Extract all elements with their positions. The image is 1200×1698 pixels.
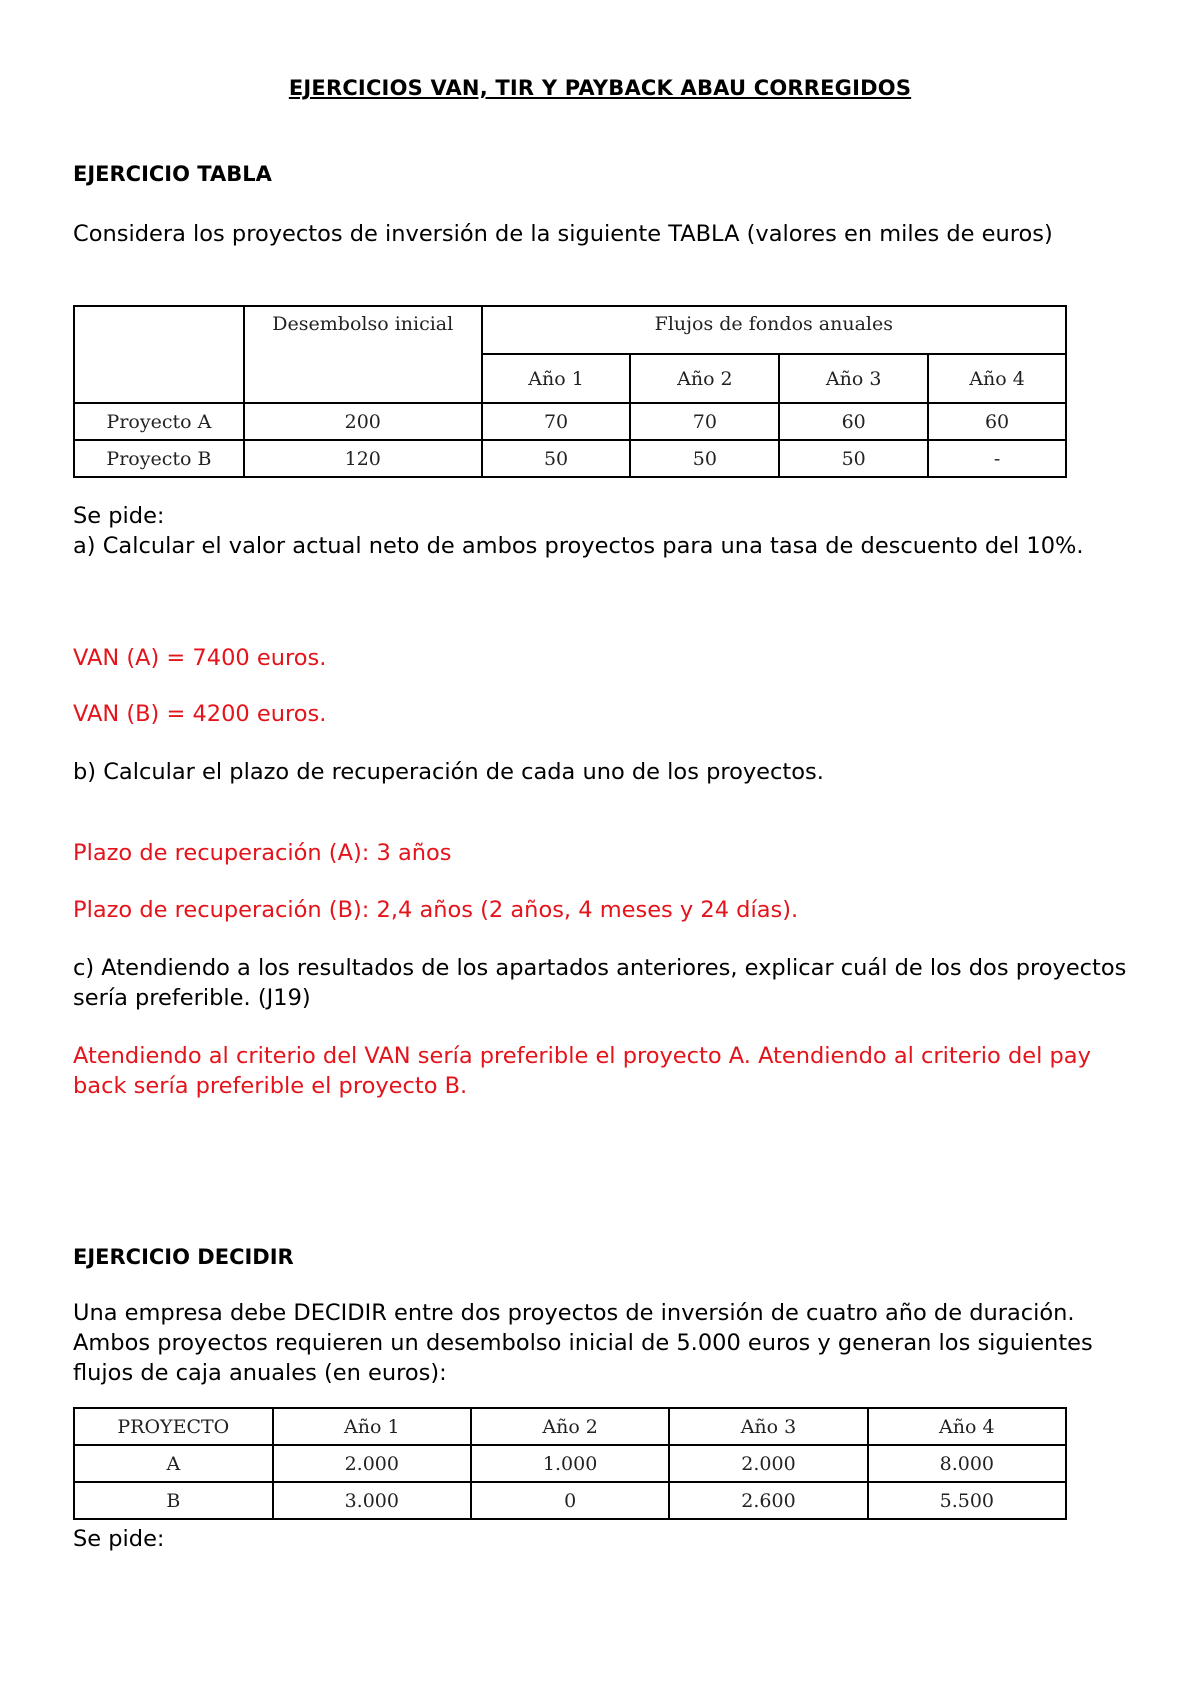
table-cell: 8.000 — [868, 1445, 1066, 1482]
table-cell: 60 — [779, 403, 928, 440]
table-cell: 2.000 — [273, 1445, 471, 1482]
header-desembolso: Desembolso inicial — [244, 306, 482, 403]
table-cell: 50 — [630, 440, 779, 477]
investment-table — [73, 305, 1067, 478]
table-cell: Proyecto A — [74, 403, 244, 440]
se-pide-label-2: Se pide: — [73, 1526, 165, 1552]
header-year: Año 1 — [482, 354, 631, 403]
table-row — [74, 403, 1066, 440]
table-cell: 120 — [244, 440, 482, 477]
header-year: Año 3 — [779, 354, 928, 403]
table-cell: - — [928, 440, 1066, 477]
table-cell: 50 — [482, 440, 631, 477]
table-cell: 60 — [928, 403, 1066, 440]
question-a: a) Calcular el valor actual neto de ambos proyectos para una tasa de descuento del 10%. — [73, 533, 1084, 559]
table-cell: A — [74, 1445, 273, 1482]
table-cell: 1.000 — [471, 1445, 669, 1482]
exercise-1-heading: EJERCICIO TABLA — [73, 162, 272, 186]
answer-a-van-b: VAN (B) = 4200 euros. — [73, 701, 327, 727]
table-cell: 2.600 — [669, 1482, 867, 1519]
exercise-1-intro: Considera los proyectos de inversión de la siguiente TABLA (valores en miles de euros) — [73, 221, 1053, 247]
header-year: Año 2 — [630, 354, 779, 403]
answer-a-van-a: VAN (A) = 7400 euros. — [73, 645, 327, 671]
question-c: c) Atendiendo a los resultados de los apartados anteriores, explicar cuál de los dos proyectos sería preferible. (J19) — [73, 955, 1127, 1011]
header-cell: PROYECTO — [74, 1408, 273, 1445]
header-year: Año 4 — [928, 354, 1066, 403]
answer-b-payback-b: Plazo de recuperación (B): 2,4 años (2 años, 4 meses y 24 días). — [73, 897, 799, 923]
question-b: b) Calcular el plazo de recuperación de cada uno de los proyectos. — [73, 759, 824, 785]
header-cell: Año 3 — [669, 1408, 867, 1445]
table-cell: 50 — [779, 440, 928, 477]
table-cell: Proyecto B — [74, 440, 244, 477]
se-pide-label: Se pide: — [73, 503, 165, 529]
table-cell: 5.500 — [868, 1482, 1066, 1519]
table-cell: B — [74, 1482, 273, 1519]
table-cell: 2.000 — [669, 1445, 867, 1482]
table-cell: 70 — [482, 403, 631, 440]
table-header-row — [74, 306, 1066, 354]
table-cell: 3.000 — [273, 1482, 471, 1519]
table-row — [74, 440, 1066, 477]
exercise-2-heading: EJERCICIO DECIDIR — [73, 1245, 294, 1269]
table-cell: 200 — [244, 403, 482, 440]
header-cell: Año 2 — [471, 1408, 669, 1445]
header-flujos: Flujos de fondos anuales — [482, 306, 1066, 354]
exercise-2-intro: Una empresa debe DECIDIR entre dos proyectos de inversión de cuatro año de duración. Ambos proyectos requieren un desembolso inicial de 5.000 euros y generan los siguientes flujos de caja anuales (en euros): — [73, 1300, 1093, 1386]
header-cell: Año 1 — [273, 1408, 471, 1445]
cash-flow-table — [73, 1407, 1067, 1520]
page-title: EJERCICIOS VAN, TIR Y PAYBACK ABAU CORREGIDOS — [288, 76, 912, 100]
table-cell: 70 — [630, 403, 779, 440]
table-corner-cell — [74, 306, 244, 403]
table-row — [74, 1482, 1066, 1519]
answer-c: Atendiendo al criterio del VAN sería preferible el proyecto A. Atendiendo al criterio del pay back sería preferible el proyecto B. — [73, 1043, 1091, 1099]
table-row — [74, 1445, 1066, 1482]
table-header-row — [74, 1408, 1066, 1445]
header-cell: Año 4 — [868, 1408, 1066, 1445]
table-cell: 0 — [471, 1482, 669, 1519]
answer-b-payback-a: Plazo de recuperación (A): 3 años — [73, 840, 452, 866]
